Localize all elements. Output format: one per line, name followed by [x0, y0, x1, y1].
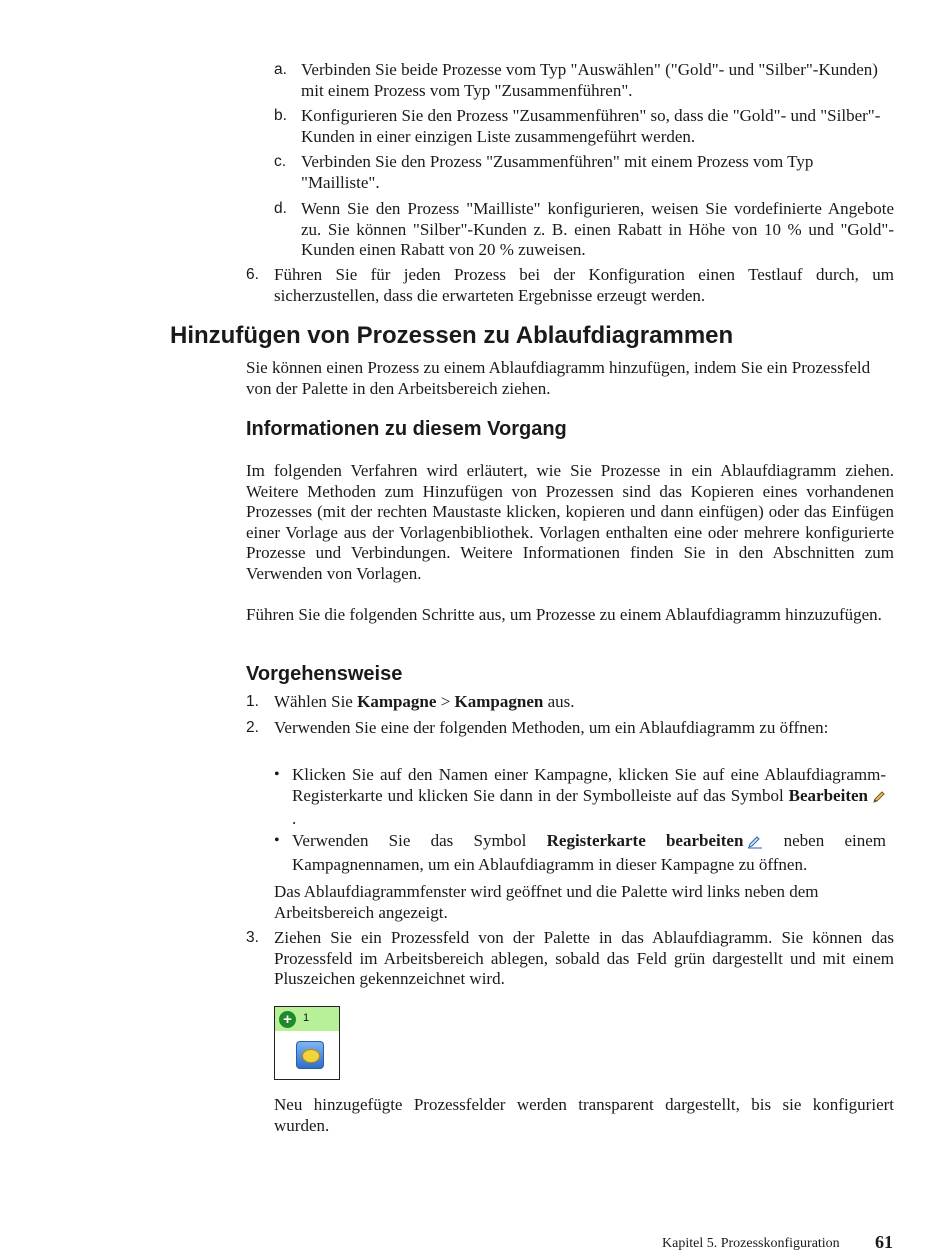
edit-tab-label: Registerkarte bearbeiten	[546, 831, 744, 850]
substep-text: Verbinden Sie den Prozess "Zusammenführen" mit einem Prozess vom Typ "Mailliste".	[301, 152, 814, 192]
bullet-icon: •	[274, 766, 280, 783]
menu-kampagnen: Kampagnen	[454, 692, 544, 711]
bearbeiten-label: Bearbeiten	[788, 785, 868, 805]
menu-separator: >	[436, 692, 455, 711]
substep-marker: b.	[274, 107, 287, 124]
section-intro: Sie können einen Prozess zu einem Ablaufdiagramm hinzufügen, indem Sie ein Prozessfeld von der Palette in den Arbeitsbereich ziehen.	[246, 358, 871, 398]
step-marker: 1.	[246, 693, 259, 710]
step-marker: 2.	[246, 719, 259, 736]
plus-icon: +	[279, 1011, 296, 1028]
footer-chapter: Kapitel 5. Prozesskonfiguration	[662, 1236, 840, 1251]
substep-marker: d.	[274, 200, 287, 217]
info-paragraph-2: Führen Sie die folgenden Schritte aus, um Prozesse zu einem Ablaufdiagramm hinzuzufügen.	[246, 605, 882, 624]
process-box-icon	[296, 1041, 324, 1069]
info-heading: Informationen zu diesem Vorgang	[246, 418, 567, 440]
bullet-text-part: .	[292, 809, 297, 828]
procedure-step-2-result: Das Ablaufdiagrammfenster wird geöffnet und die Palette wird links neben dem Arbeitsbereich angezeigt.	[274, 882, 819, 922]
step-text: Ziehen Sie ein Prozessfeld von der Palette in das Ablaufdiagramm. Sie können das Prozessfeld im Arbeitsbereich ablegen, sobald das Feld grün dargestellt und mit einem Pluszeichen gekennzeichnet wird.	[274, 928, 894, 988]
procedure-step-1	[246, 692, 894, 713]
substep-c	[274, 152, 894, 193]
bullet-text-part: Klicken Sie auf den Namen einer Kampagne, klicken Sie auf eine Ablaufdiagramm-Registerkarte und klicken Sie dann in der Symbolleiste auf das Symbol	[292, 765, 886, 805]
step-text: Verwenden Sie eine der folgenden Methoden, um ein Ablaufdiagramm zu öffnen:	[274, 718, 829, 737]
bullet-text	[292, 765, 886, 830]
step-marker: 6.	[246, 266, 259, 283]
bullet-item-1	[274, 765, 886, 830]
step-text: Führen Sie für jeden Prozess bei der Konfiguration einen Testlauf durch, um sicherzustellen, dass die erwarteten Ergebnisse erzeugt werden.	[274, 265, 894, 305]
process-box-header	[275, 1007, 339, 1031]
bullet-icon: •	[274, 832, 280, 849]
step-text	[274, 692, 894, 713]
bullet-text-part: neben einem Kampagnennamen, um ein Ablaufdiagramm in dieser Kampagne zu öffnen.	[292, 831, 886, 874]
step-text-part: Wählen Sie	[274, 692, 358, 711]
substep-b	[274, 106, 894, 147]
procedure-step-3-result: Neu hinzugefügte Prozessfelder werden transparent dargestellt, bis sie konfiguriert wurden.	[274, 1095, 894, 1135]
step-6	[246, 265, 894, 306]
info-paragraph-1: Im folgenden Verfahren wird erläutert, wie Sie Prozesse in ein Ablaufdiagramm ziehen. Weitere Methoden zum Hinzufügen von Prozessen sind das Kopieren eines vorhandenen Prozesses (mit der rechten Maustaste klicken, kopieren und dann einfügen) oder das Einfügen einer Vorlage aus der Vorlagenbibliothek. Vorlagen enthalten eine oder mehrere konfigurierte Prozesse und Verbindungen. Weitere Informationen finden Sie in den Abschnitten zum Verwenden von Vorlagen.	[246, 461, 894, 583]
substep-marker: c.	[274, 153, 287, 170]
menu-kampagne: Kampagne	[357, 692, 437, 711]
edit-tab-icon	[747, 834, 763, 855]
procedure-heading: Vorgehensweise	[246, 663, 403, 685]
process-box-badge: 1	[303, 1012, 310, 1024]
step-marker: 3.	[246, 929, 259, 946]
substep-marker: a.	[274, 61, 287, 78]
bullet-text	[292, 831, 886, 875]
substep-d	[274, 199, 894, 261]
substep-text: Verbinden Sie beide Prozesse vom Typ "Auswählen" ("Gold"- und "Silber"-Kunden) mit einem Prozess vom Typ "Zusammenführen".	[301, 60, 878, 100]
substep-text: Wenn Sie den Prozess "Mailliste" konfigurieren, weisen Sie vordefinierte Angebote zu. Sie können "Silber"-Kunden z. B. einen Rabatt in Höhe von 10 % und "Gold"-Kunden einen Rabatt von 20 % zuweisen.	[301, 199, 894, 259]
pencil-icon	[872, 789, 886, 810]
procedure-step-2	[246, 718, 894, 739]
procedure-step-3	[246, 928, 894, 990]
process-glyph-icon	[302, 1049, 320, 1063]
bullet-text-part: Verwenden Sie das Symbol	[292, 831, 547, 850]
section-title: Hinzufügen von Prozessen zu Ablaufdiagrammen	[170, 322, 734, 349]
substep-a	[274, 60, 894, 101]
bullet-item-2	[274, 831, 886, 875]
process-box-screenshot	[274, 1006, 340, 1080]
substep-text: Konfigurieren Sie den Prozess "Zusammenführen" so, dass die "Gold"- und "Silber"-Kunden in einer einzigen Liste zusammengeführt werden.	[301, 106, 881, 146]
step-text-part: aus.	[543, 692, 575, 711]
page-number: 61	[875, 1232, 893, 1252]
